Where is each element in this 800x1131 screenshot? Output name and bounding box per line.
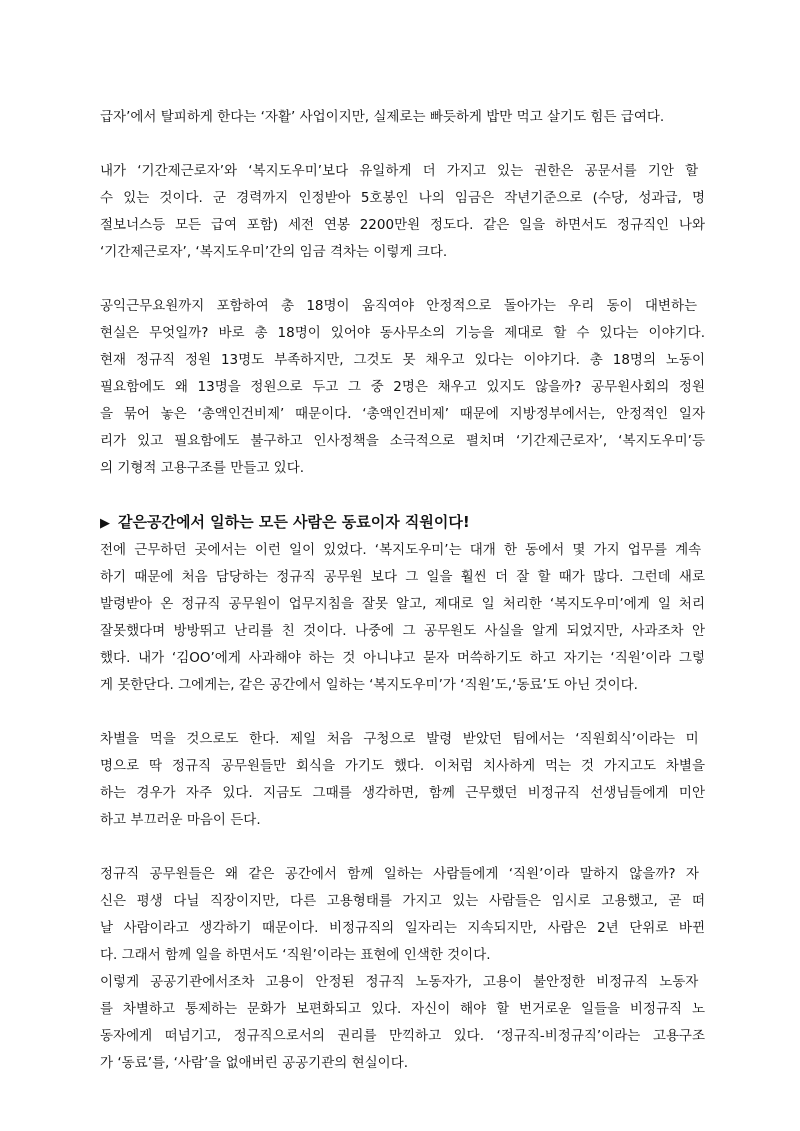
text-line: 하는 경우가 자주 있다. 지금도 그때를 생각하면, 함께 근무했던 비정규직 선생님들에게 미안	[100, 785, 705, 801]
text-line: 현실은 무엇일까? 바로 총 18명이 있어야 동사무소의 기능을 제대로 할 수 있다는 이야기다.	[100, 325, 705, 341]
paragraph-gap	[100, 131, 705, 158]
text-line: 발령받아 온 정규직 공무원이 업무지침을 잘못 알고, 제대로 일 처리한 ‘복지도우미’에게 일 처리	[100, 596, 705, 612]
text-line: 게 못한단다. 그에게는, 같은 공간에서 일하는 ‘복지도우미’가 ‘직원’도,‘동료’도 아닌 것이다.	[100, 677, 638, 693]
paragraph-p2	[100, 158, 705, 266]
text-line: 하고 부끄러운 마음이 든다.	[100, 812, 261, 828]
text-line: 동자에게 떠넘기고, 정규직으로서의 권리를 만끽하고 있다. ‘정규직-비정규직’이라는 고용구조	[100, 1028, 705, 1044]
document-body-bottom	[100, 537, 705, 1077]
text-line: 정규직 공무원들은 왜 같은 공간에서 함께 일하는 사람들에게 ‘직원’이라 말하지 않을까? 자	[100, 866, 699, 882]
text-line: 가 ‘동료’를, ‘사람’을 없애버린 공공기관의 현실이다.	[100, 1055, 409, 1071]
paragraph-p6	[100, 861, 705, 969]
paragraph-p1	[100, 104, 705, 131]
paragraph-p5	[100, 726, 705, 834]
text-line: 다. 그래서 함께 일을 하면서도 ‘직원’이라는 표현에 인색한 것이다.	[100, 947, 491, 963]
text-line: 급자’에서 탈피하게 한다는 ‘자활’ 사업이지만, 실제로는 빠듯하게 밥만 먹고 살기도 힘든 급여다.	[100, 109, 665, 125]
text-line: 이렇게 공공기관에서조차 고용이 안정된 정규직 노동자가, 고용이 불안정한 비정규직 노동자	[100, 974, 699, 990]
paragraph-p7	[100, 969, 705, 1077]
document-body-top	[100, 104, 705, 482]
triangle-bullet-icon: ▶	[100, 516, 110, 531]
text-line: 공익근무요원까지 포함하여 총 18명이 움직여야 안정적으로 돌아가는 우리 동이 대변하는	[100, 298, 698, 314]
paragraph-p3	[100, 293, 705, 482]
text-line: 을 묶어 놓은 ‘총액인건비제’ 때문이다. ‘총액인건비제’ 때문에 지방정부에서는, 안정적인 일자	[100, 406, 705, 422]
text-line: 절보너스등 모든 급여 포함) 세전 연봉 2200만원 정도다. 같은 일을 하면서도 정규직인 나와	[100, 217, 705, 233]
text-line: 필요함에도 왜 13명을 정원으로 두고 그 중 2명은 채우고 있지도 않을까? 공무원사회의 정원	[100, 379, 705, 395]
text-line: 의 기형적 고용구조를 만들고 있다.	[100, 460, 305, 476]
text-line: 전에 근무하던 곳에서는 이런 일이 있었다. ‘복지도우미’는 대개 한 동에서 몇 가지 업무를 계속	[100, 542, 702, 558]
text-line: 명으로 딱 정규직 공무원들만 회식을 가기도 했다. 이처럼 치사하게 먹는 것 가지고도 차별을	[100, 758, 705, 774]
paragraph-gap	[100, 482, 705, 509]
text-line: 리가 있고 필요함에도 불구하고 인사정책을 소극적으로 펼치며 ‘기간제근로자’, ‘복지도우미’등	[100, 433, 705, 449]
text-line: 신은 평생 다닐 직장이지만, 다른 고용형태를 가지고 있는 사람들은 임시로 고용했고, 곧 떠	[100, 893, 705, 909]
text-line: 를 차별하고 통제하는 문화가 보편화되고 있다. 자신이 해야 할 번거로운 일들을 비정규직 노	[100, 1001, 705, 1017]
text-line: 현재 정규직 정원 13명도 부족하지만, 그것도 못 채우고 있다는 이야기다. 총 18명의 노동이	[100, 352, 705, 368]
document-page	[100, 104, 705, 1077]
text-line: ‘기간제근로자’, ‘복지도우미’간의 임금 격차는 이렇게 크다.	[100, 244, 448, 260]
text-line: 잘못했다며 방방뛰고 난리를 친 것이다. 나중에 그 공무원도 사실을 알게 되었지만, 사과조차 안	[100, 623, 705, 639]
paragraph-p4	[100, 537, 705, 699]
text-line: 날 사람이라고 생각하기 때문이다. 비정규직의 일자리는 지속되지만, 사람은 2년 단위로 바뀐	[100, 920, 705, 936]
section-heading	[100, 509, 705, 537]
text-line: 차별을 먹을 것으로도 한다. 제일 처음 구청으로 발령 받았던 팀에서는 ‘직원회식’이라는 미	[100, 731, 699, 747]
section-heading-text: 같은공간에서 일하는 모든 사람은 동료이자 직원이다!	[118, 513, 470, 531]
paragraph-gap	[100, 699, 705, 726]
text-line: 내가 ‘기간제근로자’와 ‘복지도우미’보다 유일하게 더 가지고 있는 권한은 공문서를 기안 할	[100, 163, 699, 179]
paragraph-gap	[100, 834, 705, 861]
text-line: 하기 때문에 처음 담당하는 정규직 공무원 보다 그 일을 훨씬 더 잘 할 때가 많다. 그런데 새로	[100, 569, 705, 585]
text-line: 수 있는 것이다. 군 경력까지 인정받아 5호봉인 나의 임금은 작년기준으로 (수당, 성과급, 명	[100, 190, 705, 206]
text-line: 했다. 내가 ‘김OO’에게 사과해야 하는 것 아니냐고 묻자 머쓱하기도 하고 자기는 ‘직원’이라 그렇	[100, 650, 705, 666]
paragraph-gap	[100, 266, 705, 293]
